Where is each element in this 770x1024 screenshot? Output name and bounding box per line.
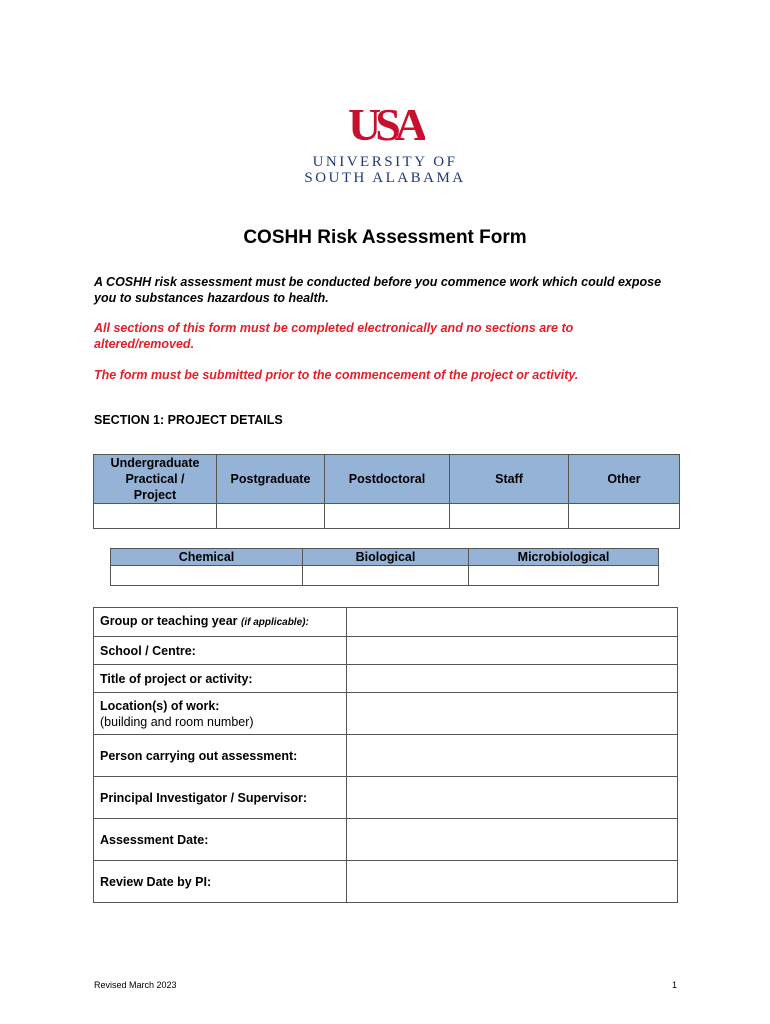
- school-field[interactable]: [347, 637, 678, 665]
- intro-warning-submit: The form must be submitted prior to the commencement of the project or activity.: [94, 368, 579, 382]
- group-field[interactable]: [347, 608, 678, 637]
- hazard-type-table: [110, 548, 659, 586]
- header-other: Other: [569, 455, 680, 504]
- assessor-label: Person carrying out assessment:: [94, 735, 347, 777]
- revision-note: Revised March 2023: [94, 980, 177, 990]
- page-title: COSHH Risk Assessment Form: [243, 227, 527, 248]
- biological-cell[interactable]: [303, 566, 469, 586]
- page-number: 1: [672, 980, 678, 990]
- header-undergraduate: [94, 455, 217, 504]
- usa-logo-mark: [345, 100, 425, 146]
- review-date-field[interactable]: [347, 861, 678, 903]
- header-staff: Staff: [450, 455, 569, 504]
- intro-paragraph-1: A COSHH risk assessment must be conducted before you commence work which could expose you to substances hazardous to health.: [94, 275, 662, 305]
- logo-line-2: SOUTH ALABAMA: [304, 170, 466, 186]
- location-note: (building and room number): [100, 714, 254, 729]
- group-label: Group or teaching year: [100, 614, 238, 628]
- header-undergraduate-label: Undergraduate Practical / Project: [110, 456, 200, 502]
- header-biological: Biological: [303, 549, 469, 566]
- project-details-table: [93, 607, 678, 903]
- project-title-field[interactable]: [347, 665, 678, 693]
- undergraduate-cell[interactable]: [94, 504, 217, 529]
- header-postgraduate: Postgraduate: [217, 455, 325, 504]
- header-microbiological: Microbiological: [469, 549, 659, 566]
- header-chemical: Chemical: [111, 549, 303, 566]
- intro-warning-electronic: All sections of this form must be completed electronically and no sections are to altered/removed.: [94, 321, 574, 351]
- logo-line-1: UNIVERSITY OF: [312, 154, 458, 170]
- pi-field[interactable]: [347, 777, 678, 819]
- logo-mark-text: USA: [347, 100, 423, 146]
- assessment-date-label: Assessment Date:: [94, 819, 347, 861]
- school-label: School / Centre:: [94, 637, 347, 665]
- location-label: Location(s) of work:: [100, 698, 220, 713]
- university-logo: [0, 100, 770, 186]
- other-cell[interactable]: [569, 504, 680, 529]
- group-note: (if applicable):: [241, 617, 309, 628]
- pi-label: Principal Investigator / Supervisor:: [94, 777, 347, 819]
- chemical-cell[interactable]: [111, 566, 303, 586]
- staff-cell[interactable]: [450, 504, 569, 529]
- postgraduate-cell[interactable]: [217, 504, 325, 529]
- project-type-table: [93, 454, 680, 529]
- microbiological-cell[interactable]: [469, 566, 659, 586]
- assessor-field[interactable]: [347, 735, 678, 777]
- section-1-heading: SECTION 1: PROJECT DETAILS: [94, 413, 283, 427]
- header-postdoctoral: Postdoctoral: [325, 455, 450, 504]
- location-label-cell: [94, 693, 347, 735]
- location-field[interactable]: [347, 693, 678, 735]
- project-title-label: Title of project or activity:: [94, 665, 347, 693]
- group-label-cell: [94, 608, 347, 637]
- assessment-date-field[interactable]: [347, 819, 678, 861]
- review-date-label: Review Date by PI:: [94, 861, 347, 903]
- postdoctoral-cell[interactable]: [325, 504, 450, 529]
